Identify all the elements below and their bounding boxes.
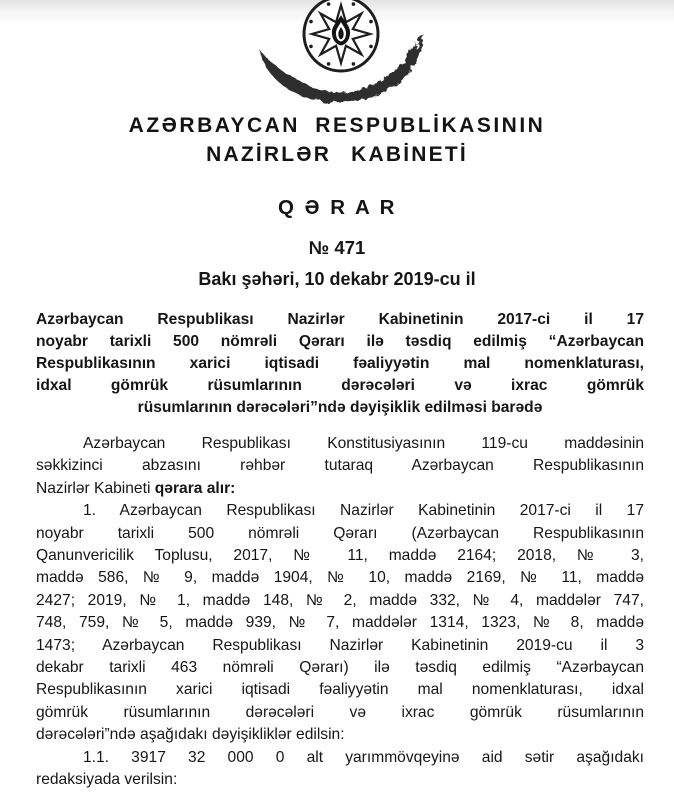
text-line: Azərbaycan Respublikası Nazirlər Kabinetinin 2017-ci il 17: [36, 311, 644, 328]
paragraph-item-1: [36, 500, 644, 746]
decree-title: [36, 309, 644, 419]
text-line: səkkizinci abzasını rəhbər tutaraq Azərbaycan Respublikasının: [36, 457, 644, 475]
text-line: noyabr tarixli 500 nömrəli Qərarı (Azərbaycan Respublikasının: [36, 524, 644, 542]
text-line: noyabr tarixli 500 nömrəli Qərarı ilə təsdiq edilmiş “Azərbaycan: [36, 333, 644, 350]
text-line: 2427; 2019, № 1, maddə 148, № 2, maddə 332, № 4, maddələr 747,: [36, 591, 644, 609]
paragraph-preamble: [36, 433, 644, 500]
text-line: Respublikasının xarici iqtisadi fəaliyyətin mal nomenklaturası, idxal: [36, 681, 644, 699]
text-line: Qanunvericilik Toplusu, 2017, № 11, maddə 2164; 2018, № 3,: [36, 547, 644, 565]
authority-name-line2: NAZİRLƏR KABİNETİ: [206, 143, 468, 166]
text-line: gömrük rüsumlarının dərəcələri və ixrac gömrük rüsumlarının: [36, 703, 644, 721]
text-line: rüsumlarının dərəcələri”ndə dəyişiklik edilməsi barədə: [137, 399, 543, 416]
text-line: Respublikasının xarici iqtisadi fəaliyyətin mal nomenklaturası,: [36, 355, 644, 372]
text-line: dekabr tarixli 463 nömrəli Qərarı) ilə təsdiq edilmiş “Azərbaycan: [36, 659, 644, 677]
text-line: maddə 586, № 9, maddə 1904, № 10, maddə 2169, № 11, maddə: [36, 569, 644, 587]
text-line: 748, 759, № 5, maddə 939, № 7, maddələr 1314, 1323, № 8, maddə: [36, 614, 644, 632]
authority-name-line1: AZƏRBAYCAN RESPUBLİKASININ: [128, 114, 546, 137]
paragraph-item-1-1: [36, 747, 644, 792]
document-number: № 471: [308, 237, 366, 258]
text-line: idxal gömrük rüsumlarının dərəcələri və ixrac gömrük: [36, 377, 644, 394]
text-segment: Nazirlər Kabineti: [36, 479, 155, 497]
azerbaijan-coat-of-arms-icon: [256, 0, 426, 104]
text-line: dərəcələri”ndə aşağıdakı dəyişikliklər edilsin:: [36, 726, 345, 744]
text-line: 1.1. 3917 32 000 0 alt yarımmövqeyinə aid sətir aşağıdakı: [83, 748, 644, 766]
text-line: 1. Azərbaycan Respublikası Nazirlər Kabinetinin 2017-ci il 17: [83, 502, 644, 520]
document-type-heading: Q Ə R A R: [277, 196, 396, 219]
place-and-date-line: Bakı şəhəri, 10 dekabr 2019-cu il: [198, 269, 476, 289]
emphasized-phrase: qərara alır:: [154, 479, 236, 497]
text-line: Azərbaycan Respublikası Konstitusiyasının 119-cu maddəsinin: [83, 435, 644, 452]
text-line: [36, 478, 644, 500]
text-line: redaksiyada verilsin:: [36, 771, 178, 789]
text-line: 1473; Azərbaycan Respublikası Nazirlər Kabinetinin 2019-cu il 3: [36, 636, 644, 654]
decree-body: [36, 433, 644, 792]
issuing-authority: [0, 111, 674, 169]
